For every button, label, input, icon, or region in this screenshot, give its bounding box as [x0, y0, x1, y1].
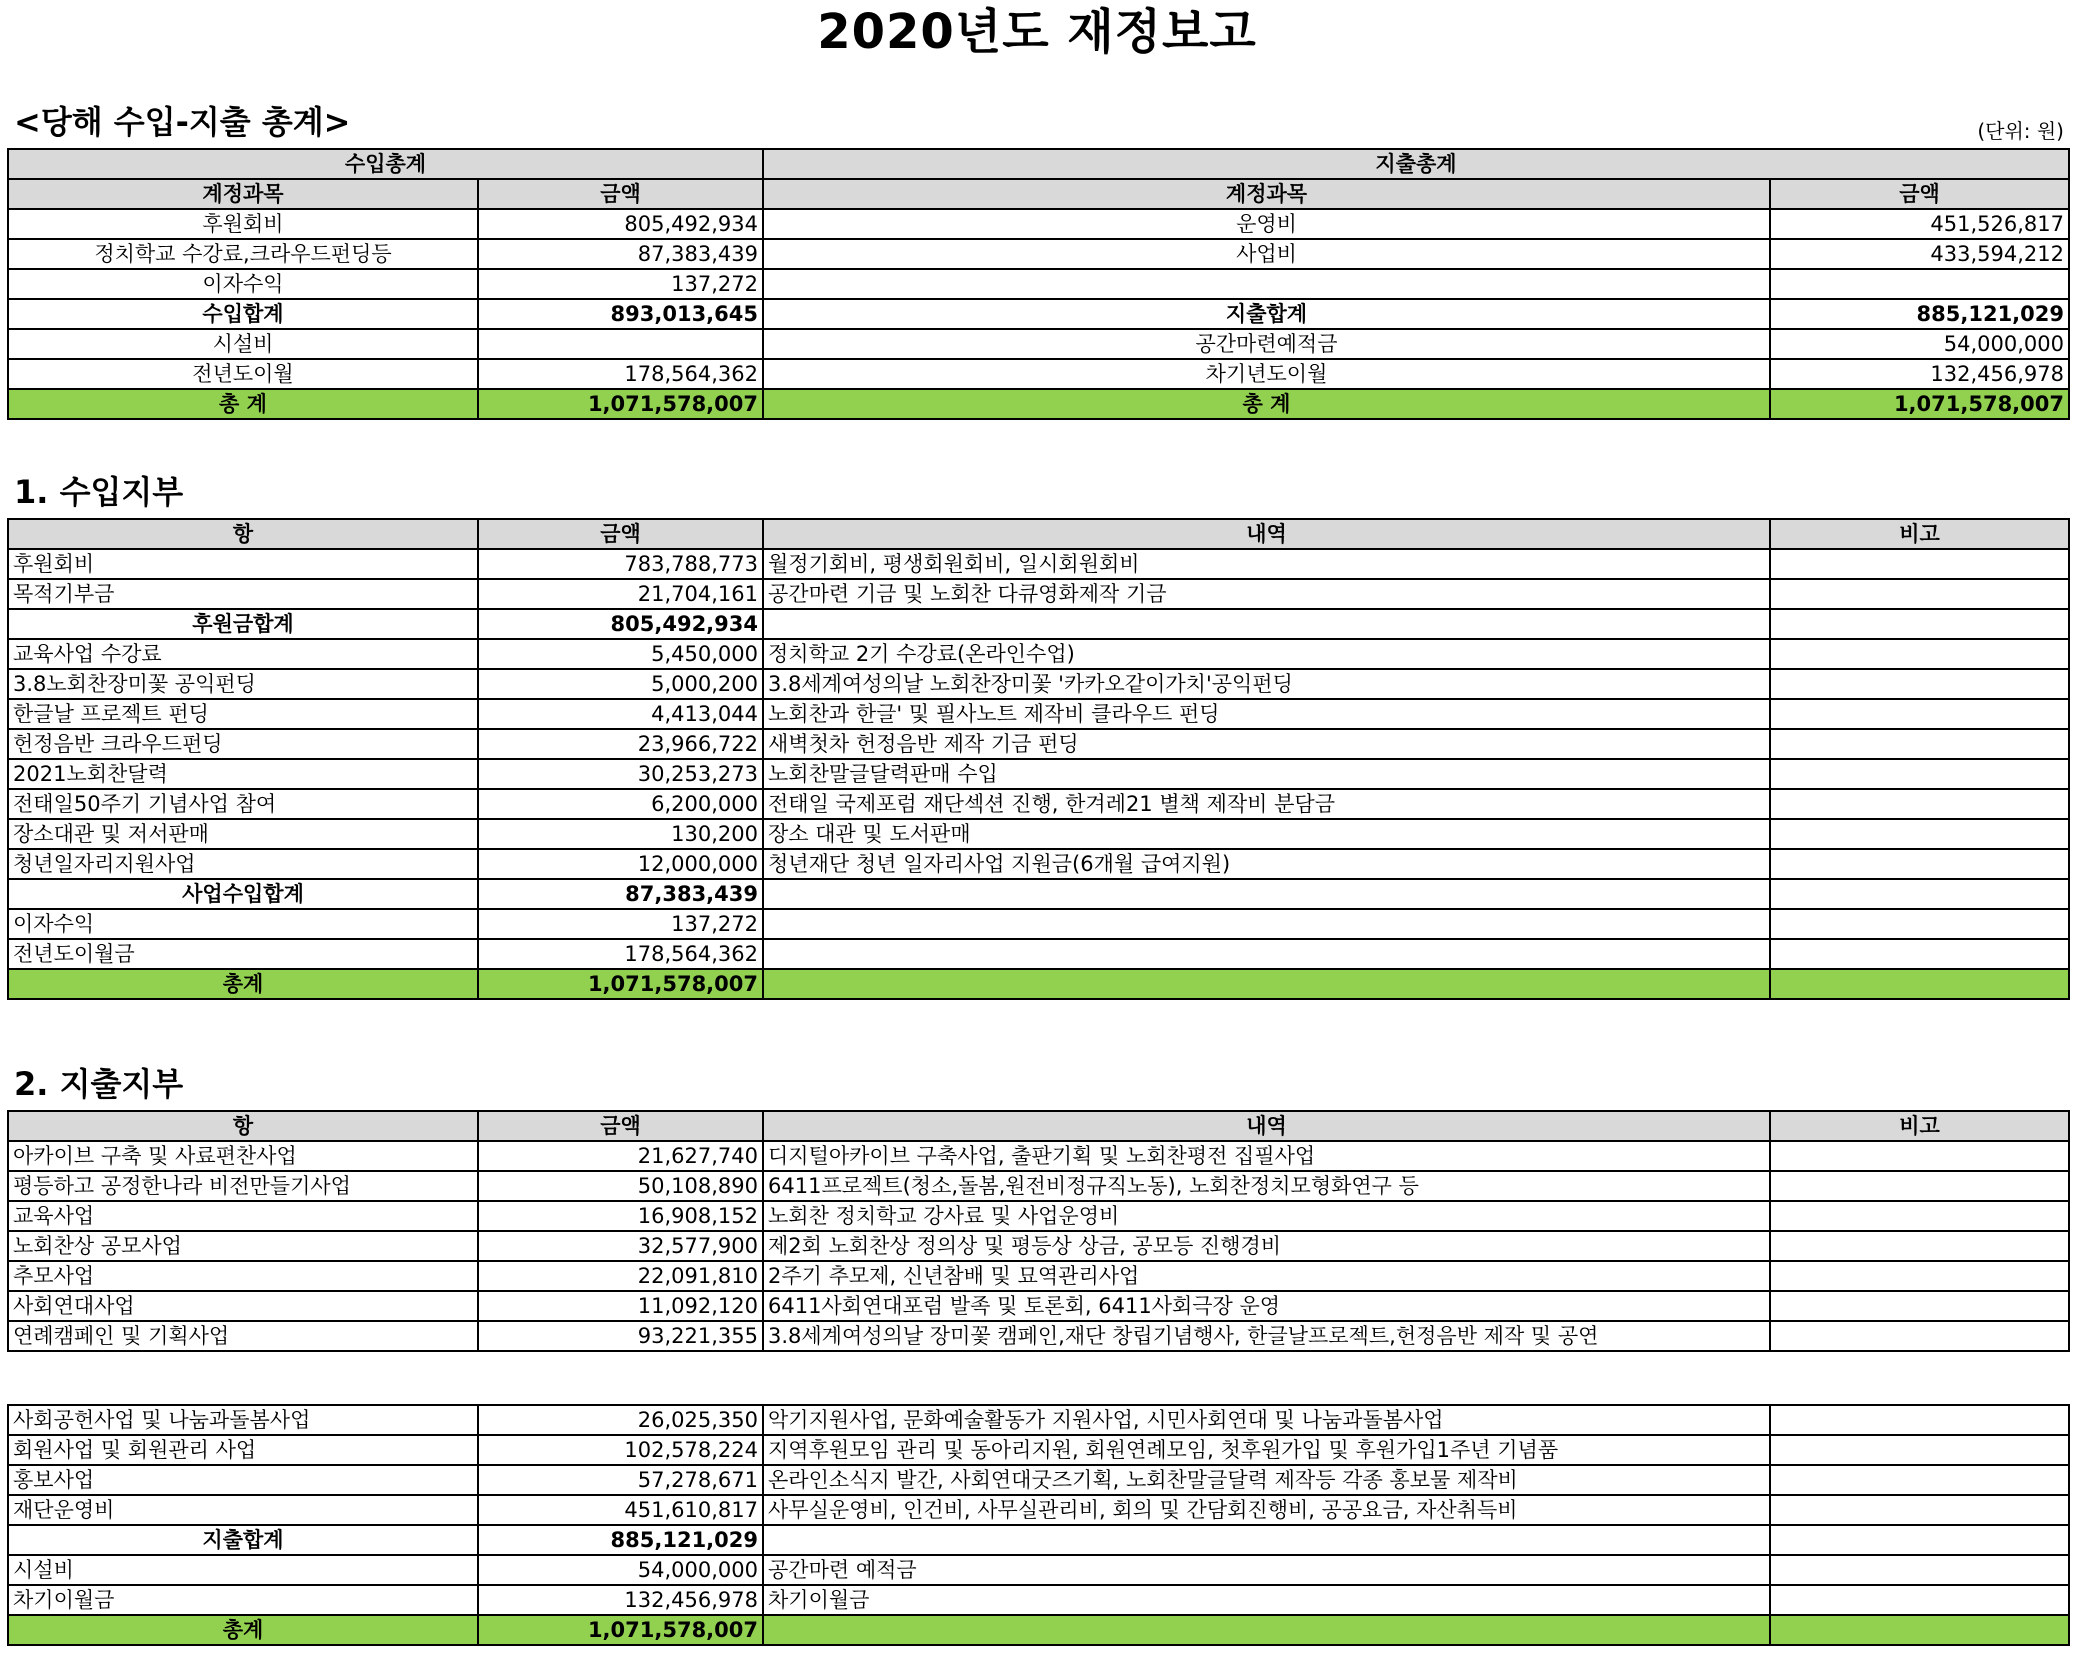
table-row [8, 1321, 2069, 1351]
item-cell: 추모사업 [8, 1261, 478, 1291]
detail-cell: 지역후원모임 관리 및 동아리지원, 회원연례모임, 첫후원가입 및 후원가입1주년 기념품 [763, 1435, 1770, 1465]
summary-subtotal-row [8, 299, 2069, 329]
detail-cell: 디지털아카이브 구축사업, 출판기획 및 노회찬평전 집필사업 [763, 1141, 1770, 1171]
item-cell: 아카이브 구축 및 사료편찬사업 [8, 1141, 478, 1171]
summary-row [8, 239, 2069, 269]
income-total-amount: 1,071,578,007 [478, 389, 763, 419]
item-cell: 연례캠페인 및 기획사업 [8, 1321, 478, 1351]
table-row [8, 1465, 2069, 1495]
table-row [8, 759, 2069, 789]
table-row [8, 819, 2069, 849]
table-row [8, 1555, 2069, 1585]
col-amount-header: 금액 [1770, 179, 2069, 209]
total-note [1770, 969, 2069, 999]
total-label: 총계 [8, 969, 478, 999]
table-row [8, 1495, 2069, 1525]
item-cell: 교육사업 수강료 [8, 639, 478, 669]
table-row [8, 1291, 2069, 1321]
amount-cell: 805,492,934 [478, 609, 763, 639]
detail-cell: 월정기회비, 평생회원회비, 일시회원회비 [763, 549, 1770, 579]
item-cell: 홍보사업 [8, 1465, 478, 1495]
amount-cell: 23,966,722 [478, 729, 763, 759]
note-cell [1770, 699, 2069, 729]
amount-cell: 16,908,152 [478, 1201, 763, 1231]
note-cell [1770, 729, 2069, 759]
expense-account [763, 269, 1770, 299]
table-row [8, 939, 2069, 969]
detail-cell: 노회찬과 한글' 및 필사노트 제작비 클라우드 펀딩 [763, 699, 1770, 729]
item-cell: 지출합계 [8, 1525, 478, 1555]
note-cell [1770, 609, 2069, 639]
income-amount: 87,383,439 [478, 239, 763, 269]
item-cell: 사회공헌사업 및 나눔과돌봄사업 [8, 1405, 478, 1435]
item-cell: 시설비 [8, 1555, 478, 1585]
income-subtotal-label: 수입합계 [8, 299, 478, 329]
col-detail-header: 내역 [763, 519, 1770, 549]
total-row [8, 1615, 2069, 1645]
item-cell: 차기이월금 [8, 1585, 478, 1615]
total-note [1770, 1615, 2069, 1645]
table-row [8, 789, 2069, 819]
page-title: 2020년도 재정보고 [817, 4, 1257, 60]
expense-section-title: 2. 지출지부 [14, 1065, 184, 1103]
col-account-header: 계정과목 [763, 179, 1770, 209]
amount-cell: 178,564,362 [478, 939, 763, 969]
detail-cell [763, 879, 1770, 909]
col-item-header: 항 [8, 1111, 478, 1141]
note-cell [1770, 759, 2069, 789]
col-note-header: 비고 [1770, 519, 2069, 549]
note-cell [1770, 939, 2069, 969]
table-row [8, 909, 2069, 939]
income-section-title: 1. 수입지부 [14, 473, 184, 511]
note-cell [1770, 1585, 2069, 1615]
amount-cell: 885,121,029 [478, 1525, 763, 1555]
item-cell: 후원금합계 [8, 609, 478, 639]
col-amount-header: 금액 [478, 179, 763, 209]
note-cell [1770, 1435, 2069, 1465]
item-cell: 노회찬상 공모사업 [8, 1231, 478, 1261]
detail-cell [763, 609, 1770, 639]
detail-cell: 사무실운영비, 인건비, 사무실관리비, 회의 및 간담회진행비, 공공요금, 자산취득비 [763, 1495, 1770, 1525]
table-row [8, 699, 2069, 729]
total-detail [763, 1615, 1770, 1645]
item-cell: 재단운영비 [8, 1495, 478, 1525]
subtotal-row [8, 609, 2069, 639]
expense-amount: 433,594,212 [1770, 239, 2069, 269]
expense-account: 차기년도이월 [763, 359, 1770, 389]
income-amount: 137,272 [478, 269, 763, 299]
total-row [8, 969, 2069, 999]
amount-cell: 50,108,890 [478, 1171, 763, 1201]
amount-cell: 137,272 [478, 909, 763, 939]
summary-row [8, 359, 2069, 389]
item-cell: 3.8노회찬장미꽃 공익펀딩 [8, 669, 478, 699]
expense-total-amount: 1,071,578,007 [1770, 389, 2069, 419]
expense-table-continued [7, 1404, 2070, 1646]
table-row [8, 669, 2069, 699]
detail-cell: 6411사회연대포럼 발족 및 토론회, 6411사회극장 운영 [763, 1291, 1770, 1321]
item-cell: 2021노회찬달력 [8, 759, 478, 789]
expense-amount: 132,456,978 [1770, 359, 2069, 389]
subtotal-row [8, 1525, 2069, 1555]
detail-cell: 정치학교 2기 수강료(온라인수업) [763, 639, 1770, 669]
income-account: 후원회비 [8, 209, 478, 239]
note-cell [1770, 1321, 2069, 1351]
amount-cell: 21,627,740 [478, 1141, 763, 1171]
note-cell [1770, 819, 2069, 849]
item-cell: 사회연대사업 [8, 1291, 478, 1321]
expense-amount [1770, 269, 2069, 299]
amount-cell: 21,704,161 [478, 579, 763, 609]
col-detail-header: 내역 [763, 1111, 1770, 1141]
col-note-header: 비고 [1770, 1111, 2069, 1141]
detail-cell [763, 939, 1770, 969]
expense-account: 공간마련예적금 [763, 329, 1770, 359]
note-cell [1770, 1291, 2069, 1321]
total-amount: 1,071,578,007 [478, 1615, 763, 1645]
summary-row [8, 329, 2069, 359]
note-cell [1770, 1495, 2069, 1525]
table-row [8, 1141, 2069, 1171]
note-cell [1770, 579, 2069, 609]
table-row [8, 729, 2069, 759]
table-row [8, 639, 2069, 669]
amount-cell: 132,456,978 [478, 1585, 763, 1615]
amount-cell: 102,578,224 [478, 1435, 763, 1465]
amount-cell: 783,788,773 [478, 549, 763, 579]
total-label: 총계 [8, 1615, 478, 1645]
expense-subtotal-amount: 885,121,029 [1770, 299, 2069, 329]
col-item-header: 항 [8, 519, 478, 549]
summary-section-title: <당해 수입-지출 총계> [14, 103, 351, 141]
detail-cell: 3.8세계여성의날 장미꽃 캠페인,재단 창립기념행사, 한글날프로젝트,헌정음반 제작 및 공연 [763, 1321, 1770, 1351]
detail-cell: 전태일 국제포럼 재단섹션 진행, 한겨레21 별책 제작비 분담금 [763, 789, 1770, 819]
amount-cell: 5,000,200 [478, 669, 763, 699]
table-row [8, 579, 2069, 609]
income-account: 시설비 [8, 329, 478, 359]
income-account: 정치학교 수강료,크라우드펀딩등 [8, 239, 478, 269]
col-amount-header: 금액 [478, 1111, 763, 1141]
note-cell [1770, 1525, 2069, 1555]
detail-cell: 3.8세계여성의날 노회찬장미꽃 '카카오같이가치'공익펀딩 [763, 669, 1770, 699]
amount-cell: 11,092,120 [478, 1291, 763, 1321]
note-cell [1770, 1231, 2069, 1261]
item-cell: 사업수입합계 [8, 879, 478, 909]
table-row [8, 849, 2069, 879]
detail-cell: 2주기 추모제, 신년참배 및 묘역관리사업 [763, 1261, 1770, 1291]
amount-cell: 4,413,044 [478, 699, 763, 729]
note-cell [1770, 789, 2069, 819]
expense-account: 사업비 [763, 239, 1770, 269]
note-cell [1770, 1261, 2069, 1291]
item-cell: 회원사업 및 회원관리 사업 [8, 1435, 478, 1465]
expense-table [7, 1110, 2070, 1352]
income-account: 이자수익 [8, 269, 478, 299]
detail-cell: 노회찬말글달력판매 수입 [763, 759, 1770, 789]
amount-cell: 12,000,000 [478, 849, 763, 879]
note-cell [1770, 1405, 2069, 1435]
unit-label: (단위: 원) [1977, 119, 2064, 143]
detail-cell: 장소 대관 및 도서판매 [763, 819, 1770, 849]
detail-cell: 공간마련 예적금 [763, 1555, 1770, 1585]
note-cell [1770, 1141, 2069, 1171]
amount-cell: 26,025,350 [478, 1405, 763, 1435]
note-cell [1770, 1201, 2069, 1231]
note-cell [1770, 669, 2069, 699]
note-cell [1770, 1465, 2069, 1495]
note-cell [1770, 849, 2069, 879]
income-amount [478, 329, 763, 359]
income-subtotal-amount: 893,013,645 [478, 299, 763, 329]
amount-cell: 30,253,273 [478, 759, 763, 789]
item-cell: 평등하고 공정한나라 비전만들기사업 [8, 1171, 478, 1201]
expense-account: 운영비 [763, 209, 1770, 239]
amount-cell: 130,200 [478, 819, 763, 849]
note-cell [1770, 1171, 2069, 1201]
table-row [8, 1435, 2069, 1465]
amount-cell: 57,278,671 [478, 1465, 763, 1495]
table-row [8, 1171, 2069, 1201]
income-amount: 805,492,934 [478, 209, 763, 239]
income-total-header: 수입총계 [8, 149, 763, 179]
item-cell: 목적기부금 [8, 579, 478, 609]
table-row [8, 549, 2069, 579]
table-row [8, 1231, 2069, 1261]
detail-cell [763, 1525, 1770, 1555]
detail-cell: 노회찬 정치학교 강사료 및 사업운영비 [763, 1201, 1770, 1231]
col-amount-header: 금액 [478, 519, 763, 549]
amount-cell: 5,450,000 [478, 639, 763, 669]
income-amount: 178,564,362 [478, 359, 763, 389]
table-row [8, 1405, 2069, 1435]
amount-cell: 451,610,817 [478, 1495, 763, 1525]
summary-row [8, 269, 2069, 299]
item-cell: 후원회비 [8, 549, 478, 579]
expense-total-header: 지출총계 [763, 149, 2069, 179]
expense-amount: 451,526,817 [1770, 209, 2069, 239]
expense-total-label: 총 계 [763, 389, 1770, 419]
note-cell [1770, 1555, 2069, 1585]
detail-cell: 차기이월금 [763, 1585, 1770, 1615]
detail-cell: 온라인소식지 발간, 사회연대굿즈기획, 노회찬말글달력 제작등 각종 홍보물 제작비 [763, 1465, 1770, 1495]
income-table [7, 518, 2070, 1000]
detail-cell: 악기지원사업, 문화예술활동가 지원사업, 시민사회연대 및 나눔과돌봄사업 [763, 1405, 1770, 1435]
item-cell: 청년일자리지원사업 [8, 849, 478, 879]
detail-cell: 청년재단 청년 일자리사업 지원금(6개월 급여지원) [763, 849, 1770, 879]
summary-row [8, 209, 2069, 239]
income-total-label: 총 계 [8, 389, 478, 419]
expense-subtotal-label: 지출합계 [763, 299, 1770, 329]
amount-cell: 93,221,355 [478, 1321, 763, 1351]
item-cell: 교육사업 [8, 1201, 478, 1231]
summary-total-row [8, 389, 2069, 419]
amount-cell: 22,091,810 [478, 1261, 763, 1291]
table-row [8, 1201, 2069, 1231]
item-cell: 전년도이월금 [8, 939, 478, 969]
table-row [8, 1585, 2069, 1615]
income-account: 전년도이월 [8, 359, 478, 389]
item-cell: 이자수익 [8, 909, 478, 939]
detail-cell: 새벽첫차 헌정음반 제작 기금 펀딩 [763, 729, 1770, 759]
detail-cell [763, 909, 1770, 939]
total-detail [763, 969, 1770, 999]
total-amount: 1,071,578,007 [478, 969, 763, 999]
item-cell: 한글날 프로젝트 펀딩 [8, 699, 478, 729]
item-cell: 헌정음반 크라우드펀딩 [8, 729, 478, 759]
amount-cell: 32,577,900 [478, 1231, 763, 1261]
note-cell [1770, 909, 2069, 939]
item-cell: 전태일50주기 기념사업 참여 [8, 789, 478, 819]
note-cell [1770, 549, 2069, 579]
note-cell [1770, 879, 2069, 909]
amount-cell: 54,000,000 [478, 1555, 763, 1585]
detail-cell: 6411프로젝트(청소,돌봄,원전비정규직노동), 노회찬정치모형화연구 등 [763, 1171, 1770, 1201]
note-cell [1770, 639, 2069, 669]
expense-amount: 54,000,000 [1770, 329, 2069, 359]
col-account-header: 계정과목 [8, 179, 478, 209]
item-cell: 장소대관 및 저서판매 [8, 819, 478, 849]
detail-cell: 제2회 노회찬상 정의상 및 평등상 상금, 공모등 진행경비 [763, 1231, 1770, 1261]
summary-table [7, 148, 2070, 420]
table-row [8, 1261, 2069, 1291]
amount-cell: 6,200,000 [478, 789, 763, 819]
amount-cell: 87,383,439 [478, 879, 763, 909]
subtotal-row [8, 879, 2069, 909]
detail-cell: 공간마련 기금 및 노회찬 다큐영화제작 기금 [763, 579, 1770, 609]
